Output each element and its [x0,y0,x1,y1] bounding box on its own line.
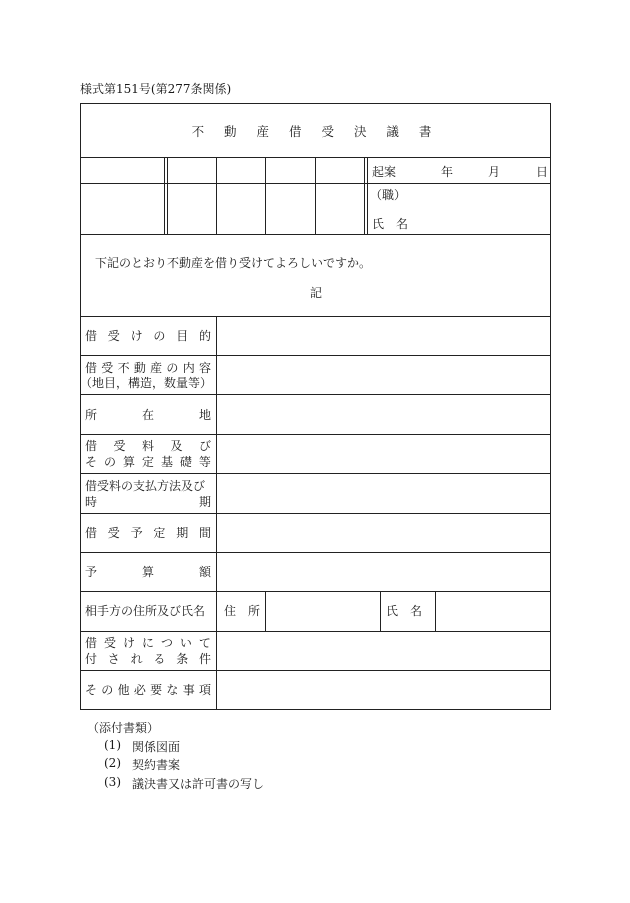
label-char: 地 [198,408,211,422]
label-char: 借 [85,439,98,453]
conditions-label [85,636,211,650]
label-char: 借 [85,526,98,540]
label-char: 及 [170,439,183,453]
year-label: 年 [441,165,454,179]
label-char: 受 [107,526,120,540]
attachment-item: 関係図面 [132,740,181,754]
label-char: 事 [182,683,195,697]
divider [315,157,316,234]
divider [265,591,266,631]
label-char: 受 [113,439,126,453]
label-char: の [166,361,179,375]
budget-label [85,565,211,579]
request-text: 下記のとおり不動産を借り受けてよろしいですか。 [95,256,372,270]
label-char: 必 [133,683,146,697]
label-char: 算 [141,565,154,579]
label-char: の [103,455,116,469]
divider [367,157,368,234]
label-char: 期 [176,526,189,540]
label-char: 内 [182,361,195,375]
divider [80,552,551,553]
divider [80,670,551,671]
divider [216,157,217,234]
label-char: に [141,636,154,650]
day-label: 日 [536,165,549,179]
party-name-label: 氏 名 [386,604,423,618]
label-char: 在 [141,408,154,422]
label-char: 基 [160,455,173,469]
label-char: 容 [198,361,211,375]
label-char: 借 [85,329,98,343]
label-char: い [179,636,192,650]
divider [167,157,168,234]
content-sublabel: （地目，構造，数量等） [80,376,213,390]
label-char: 予 [130,526,143,540]
label-char: 料 [141,439,154,453]
label-char: れ [130,652,143,666]
purpose-label [85,329,211,343]
label-char: て [198,636,211,650]
label-char: の [153,329,166,343]
attachment-item: 議決書又は許可書の写し [132,777,265,791]
label-char: 定 [141,455,154,469]
label-char: 的 [198,329,211,343]
label-char: 不 [117,361,130,375]
label-char: の [101,683,114,697]
label-char: 借 [85,636,98,650]
label-char: け [130,329,143,343]
label-char: る [153,652,166,666]
fee-basis-label [85,455,211,469]
label-char: 条 [176,652,189,666]
divider [80,355,551,356]
label-char: び [198,439,211,453]
label-char: 項 [198,683,211,697]
party-address-label: 住 所 [224,604,261,618]
label-char: そ [85,455,98,469]
label-char: 借 [85,361,98,375]
label-char: け [122,636,135,650]
label-char: 目 [176,329,189,343]
label-char: 付 [85,652,98,666]
label-char: 要 [150,683,163,697]
label-char: 算 [122,455,135,469]
label-char: 時 [85,495,98,509]
conditions-label-2 [85,652,211,666]
label-char: 等 [198,455,211,469]
ki-label: 記 [310,286,323,300]
attachment-item: 契約書案 [132,758,181,772]
divider [80,394,551,395]
label-char: つ [160,636,173,650]
label-char: 額 [198,565,211,579]
divider [80,591,551,592]
attachments-heading: （添付書類） [87,721,160,735]
attachment-num: (1) [104,738,121,752]
divider [364,157,365,234]
period-label [85,526,211,540]
other-label [85,683,211,697]
label-char: 受 [103,636,116,650]
label-char: 受 [101,361,114,375]
name-label: 氏 名 [372,217,409,231]
payment-time-label [85,495,211,509]
form-number: 様式第151号(第277条関係) [80,82,232,96]
label-char: そ [85,683,98,697]
label-char: 礎 [179,455,192,469]
divider [80,434,551,435]
draft-label: 起案 [372,165,397,179]
label-char: 定 [153,526,166,540]
document-title: 不 動 産 借 受 決 議 書 [191,124,440,139]
label-char: 件 [198,652,211,666]
attachment-num: (3) [104,775,121,789]
label-char: 他 [117,683,130,697]
divider [380,591,381,631]
label-char: 産 [150,361,163,375]
label-char: な [166,683,179,697]
label-char: 期 [198,495,211,509]
month-label: 月 [488,165,501,179]
label-char: 所 [85,408,98,422]
divider [80,316,551,317]
divider [265,157,266,234]
divider [164,157,165,234]
divider [80,234,551,235]
fee-label [85,439,211,453]
location-label [85,408,211,422]
label-char: 予 [85,565,98,579]
label-char: さ [107,652,120,666]
content-label [85,361,211,375]
label-char: 受 [107,329,120,343]
attachment-num: (2) [104,756,121,770]
divider [216,316,217,710]
payment-label: 借受料の支払方法及び [85,479,206,493]
divider [80,513,551,514]
party-label: 相手方の住所及び氏名 [85,604,206,618]
label-char: 動 [133,361,146,375]
divider [435,591,436,631]
post-label: （職） [370,188,407,202]
label-char: 間 [198,526,211,540]
divider [80,473,551,474]
divider [80,631,551,632]
